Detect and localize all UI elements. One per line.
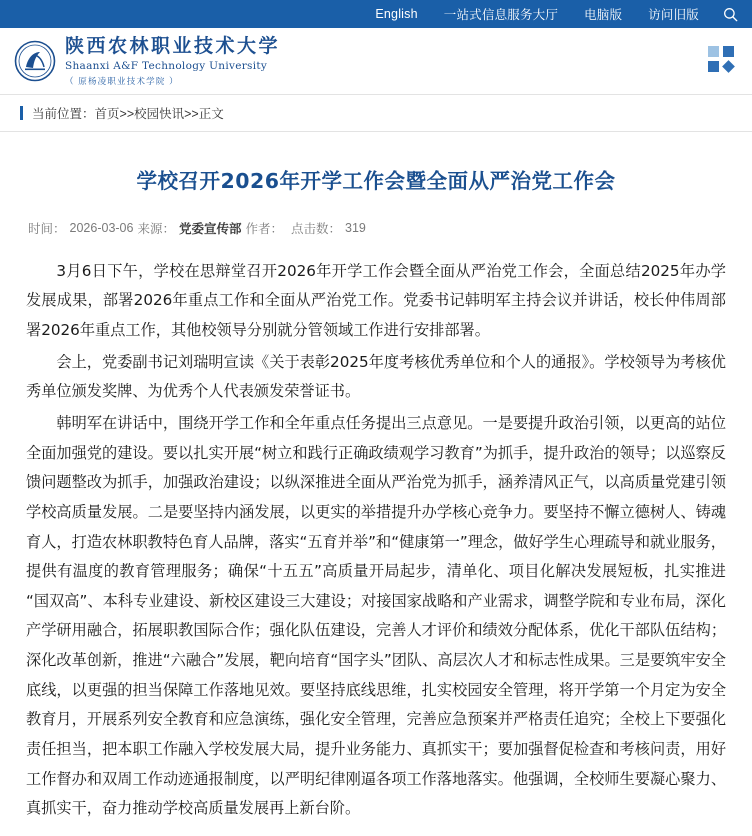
article-hits-label: 点击数： [291, 221, 342, 236]
site-header [0, 28, 752, 94]
brand-name-cn: 陕西农林职业技术大学 [65, 35, 281, 57]
topbar-link-desktop[interactable]: 电脑版 [584, 8, 623, 22]
top-utility-bar [0, 0, 752, 28]
article-source-value: 党委宣传部 [178, 221, 242, 236]
article-meta [26, 219, 726, 237]
article-time-value: 2026-03-06 [69, 220, 134, 235]
brand-logo[interactable] [14, 37, 280, 85]
article-hits-value: 319 [345, 220, 366, 235]
brand-name-en: Shaanxi A&F Technology University [65, 60, 268, 72]
article-paragraph: 会上，党委副书记刘瑞明宣读《关于表彰2025年度考核优秀单位和个人的通报》。学校领导为考核优秀单位颁发奖牌、为优秀个人代表颁发荣誉证书。 [26, 352, 726, 401]
breadcrumb-accent-bar [20, 106, 23, 120]
article-author-label: 作者： [245, 221, 284, 236]
breadcrumb-path[interactable]: 首页>>校园快讯>>正文 [94, 107, 224, 121]
university-emblem-icon [14, 40, 56, 82]
topbar-link-old-site[interactable]: 访问旧版 [648, 8, 699, 22]
article-body [26, 257, 726, 824]
decorative-grid-icon [708, 46, 734, 72]
article-source-label: 来源： [137, 221, 175, 236]
brand-name-sub: （ 原杨凌职业技术学院 ） [65, 75, 179, 86]
article-paragraph: 3月6日下午，学校在思辩堂召开2026年开学工作会暨全面从严治党工作会，全面总结2025年办学发展成果，部署2026年重点工作和全面从严治党工作。党委书记韩明军主持会议并讲话，校长仲伟周部署2026年重点工作，其他校领导分别就分管领域工作进行安排部署。 [26, 261, 726, 340]
article-paragraph: 韩明军在讲话中，围绕开学工作和全年重点任务提出三点意见。一是要提升政治引领，以更高的站位全面加强党的建设。要以扎实开展“树立和践行正确政绩观学习教育”为抓手，提升政治的领导；以巡察反馈问题整改为抓手，加强政治建设；以纵深推进全面从严治党为抓手，涵养清风正气，以高质量党建引领学校高质量发展。二是要坚持内涵发展，以更实的举措提升办学核心竞争力。要坚持不懈立德树人、铸魂育人，打造农林职教特色育人品牌，落实“五育并举”和“健康第一”理念，做好学生心理疏导和就业服务，提供有温度的教育管理服务；确保“十五五”高质量开局起步，清单化、项目化解决发展短板，扎实推进“国双高”、本科专业建设、新校区建设三大建设；对接国家战略和产业需求，调整学院和专业布局，深化产学研用融合，拓展职教国际合作；强化队伍建设，完善人才评价和绩效分配体系，优化干部队伍结构；深化改革创新，推进“六融合”发展，靶向培育“国字头”团队、高层次人才和标志性成果。三是要筑牢安全底线，以更强的担当保障工作落地见效。要坚持底线思维，扎实校园安全管理，将开学第一个月定为安全教育月，开展系列安全教育和应急演练，强化安全管理，完善应急预案并严格责任追究；全校上下要强化责任担当，把本职工作融入学校发展大局，提升业务能力、真抓实干；要加强督促检查和考核问责，用好工作督办和双周工作动迹通报制度，以严明纪律刚逼各项工作落地落实。他强调，全校师生要凝心聚力、真抓实干，奋力推动学校高质量发展再上新台阶。 [26, 413, 726, 818]
topbar-link-service-hall[interactable]: 一站式信息服务大厅 [443, 8, 559, 22]
article-time-label: 时间： [28, 221, 66, 236]
search-icon[interactable] [723, 7, 738, 22]
breadcrumb [0, 94, 752, 132]
page-title: 学校召开2026年开学工作会暨全面从严治党工作会 [136, 169, 616, 193]
article-container [0, 132, 752, 836]
breadcrumb-label: 当前位置： [32, 107, 95, 121]
topbar-link-english[interactable]: English [375, 7, 418, 21]
